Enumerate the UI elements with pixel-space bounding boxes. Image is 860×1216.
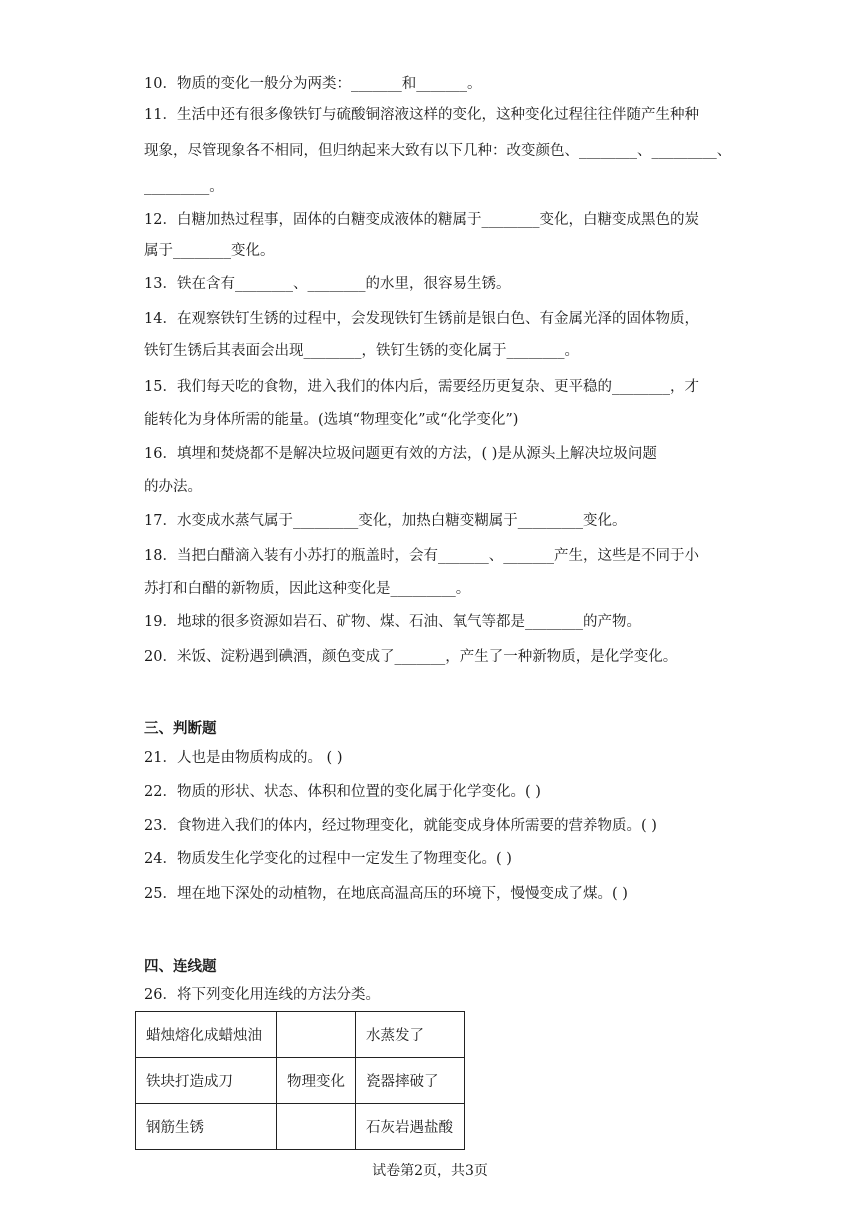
- middle-cell: 物理变化: [277, 1058, 356, 1104]
- question-12-line-1: 12．白糖加热过程事，固体的白糖变成液体的糖属于________变化，白糖变成黑色的炭: [144, 212, 699, 228]
- question-16-line-2: 的办法。: [144, 479, 202, 495]
- question-14-line-1: 14．在观察铁钉生锈的过程中，会发现铁钉生锈前是银白色、有金属光泽的固体物质，: [144, 311, 699, 327]
- right-cell: 瓷器摔破了: [356, 1058, 465, 1104]
- matching-table: [135, 1011, 465, 1150]
- question-15-line-2: 能转化为身体所需的能量。(选填“物理变化”或“化学变化”): [144, 412, 519, 428]
- section-true-false-heading: 三、判断题: [144, 721, 217, 737]
- question-11-line-2: 现象，尽管现象各不相同，但归纳起来大致有以下几种：改变颜色、________、_________、: [144, 143, 732, 159]
- question-17: 17．水变成水蒸气属于_________变化，加热白糖变糊属于_________变化。: [144, 513, 627, 529]
- question-12-line-2: 属于________变化。: [144, 243, 275, 259]
- question-23: 23．食物进入我们的体内，经过物理变化，就能变成身体所需要的营养物质。( ): [144, 818, 657, 834]
- left-cell: 钢筋生锈: [136, 1104, 277, 1150]
- question-14-line-2: 铁钉生锈后其表面会出现________，铁钉生锈的变化属于________。: [144, 343, 579, 359]
- section-matching-heading: 四、连线题: [144, 959, 217, 975]
- right-cell: 水蒸发了: [356, 1012, 465, 1058]
- question-25: 25．埋在地下深处的动植物，在地底高温高压的环境下，慢慢变成了煤。( ): [144, 886, 628, 902]
- left-cell: 铁块打造成刀: [136, 1058, 277, 1104]
- middle-cell: [277, 1104, 356, 1150]
- table-row: [136, 1104, 465, 1150]
- question-18-line-1: 18．当把白醋滴入装有小苏打的瓶盖时，会有_______、_______产生，这些是不同于小: [144, 548, 699, 564]
- question-15-line-1: 15．我们每天吃的食物，进入我们的体内后，需要经历更复杂、更平稳的________，才: [144, 379, 699, 395]
- page-footer: 试卷第2页，共3页: [372, 1163, 488, 1179]
- middle-cell: [277, 1012, 356, 1058]
- question-26: 26．将下列变化用连线的方法分类。: [144, 987, 380, 1003]
- question-11-line-3: _________。: [144, 179, 224, 195]
- question-21: 21．人也是由物质构成的。 ( ): [144, 750, 343, 766]
- question-24: 24．物质发生化学变化的过程中一定发生了物理变化。( ): [144, 851, 512, 867]
- question-18-line-2: 苏打和白醋的新物质，因此这种变化是_________。: [144, 581, 471, 597]
- question-11-line-1: 11．生活中还有很多像铁钉与硫酸铜溶液这样的变化，这种变化过程往往伴随产生种种: [144, 107, 699, 123]
- table-row: [136, 1058, 465, 1104]
- question-10: 10．物质的变化一般分为两类：_______和_______。: [144, 76, 482, 92]
- right-cell: 石灰岩遇盐酸: [356, 1104, 465, 1150]
- table-row: [136, 1012, 465, 1058]
- left-cell: 蜡烛熔化成蜡烛油: [136, 1012, 277, 1058]
- question-22: 22．物质的形状、状态、体积和位置的变化属于化学变化。( ): [144, 784, 541, 800]
- question-19: 19．地球的很多资源如岩石、矿物、煤、石油、氧气等都是________的产物。: [144, 614, 641, 630]
- question-20: 20．米饭、淀粉遇到碘酒，颜色变成了_______，产生了一种新物质，是化学变化。: [144, 649, 678, 665]
- question-13: 13．铁在含有________、________的水里，很容易生锈。: [144, 276, 511, 292]
- question-16-line-1: 16．填埋和焚烧都不是解决垃圾问题更有效的方法，( )是从源头上解决垃圾问题: [144, 446, 657, 462]
